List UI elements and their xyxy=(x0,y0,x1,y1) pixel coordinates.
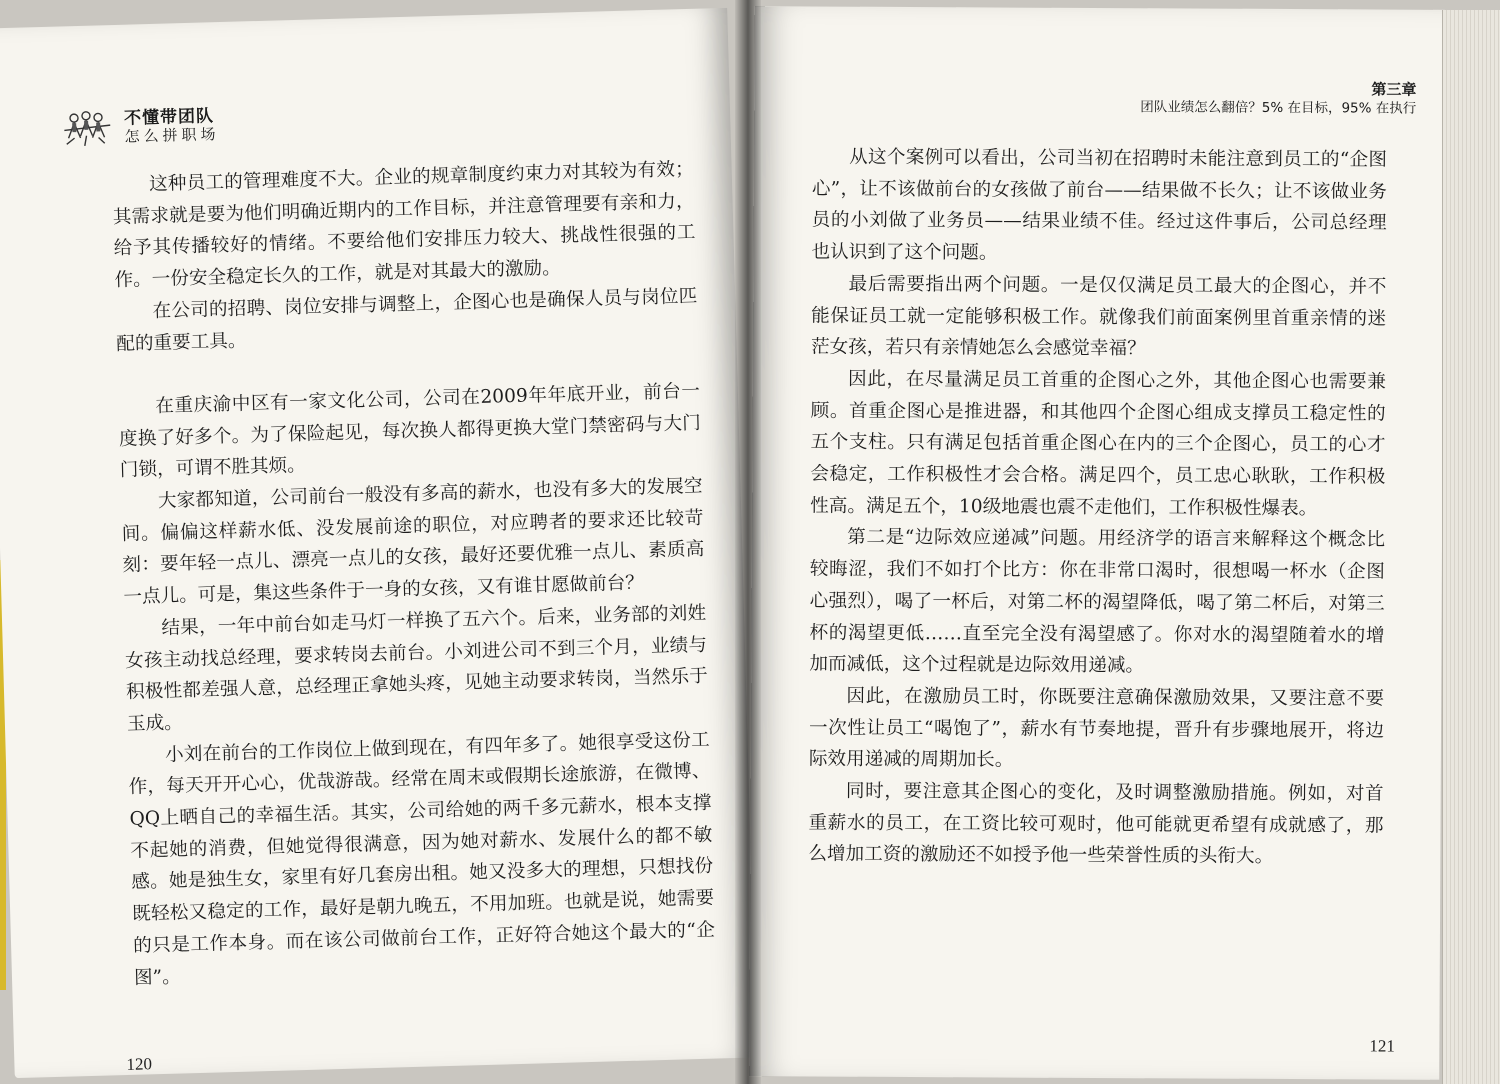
right-body-text xyxy=(808,142,1387,874)
paragraph: 第二是“边际效应递减”问题。用经济学的语言来解释这个概念比较晦涩，我们不如打个比方：你在非常口渴时，很想喝一杯水（企图心强烈），喝了一杯后，对第二杯的渴望降低，喝了第二杯后，对第三杯的渴望更低……直至完全没有渴望感了。你对水的渴望随着水的增加而减低，这个过程就是边际效用递减。 xyxy=(809,527,1386,677)
paragraph: 这种员工的管理难度不大。企业的规章制度约束力对其较为有效；其需求就是要为他们明确近期内的工作目标，并注意管理要有亲和力，给予其传播较好的情绪。不要给他们安排压力较大、挑战性很强的工作。一份安全稳定长久的工作，就是对其最大的激励。 xyxy=(112,158,696,292)
book-title-line1: 不懂带团队 xyxy=(123,105,215,129)
right-running-header xyxy=(1140,78,1416,118)
paragraph: 最后需要指出两个问题。一是仅仅满足员工最大的企图心，并不能保证员工就一定能够积极工作。就像我们前面案例里首重亲情的迷茫女孩，若只有亲情她怎么会感觉幸福？ xyxy=(810,273,1387,360)
paragraph: 小刘在前台的工作岗位上做到现在，有四年多了。她很享受这份工作，每天开开心心，优哉游哉。经常在周末或假期长途旅游，在微博、QQ上晒自己的幸福生活。其实，公司给她的两千多元薪水，根本支撑不起她的消费，但她觉得很满意，因为她对薪水、发展什么的都不敏感。她是独生女，家里有好几套房出租。她又没多大的理想，只想找份既轻松又稳定的工作，最好是朝九晚五，不用加班。也就是说，她需要的只是工作本身。而在该公司做前台工作，正好符合她这个最大的“企图”。 xyxy=(128,729,716,989)
book-title-line2: 怎么拼职场 xyxy=(124,125,220,146)
paragraph: 从这个案例可以看出，公司当初在招聘时未能注意到员工的“企图心”，让不该做前台的女孩做了前台——结果做不长久；让不该做业务员的小刘做了业务员——结果业绩不佳。经过这件事后，公司总经理也认识到了这个问题。 xyxy=(811,146,1388,264)
paragraph: 在公司的招聘、岗位安排与调整上，企图心也是确保人员与岗位匹配的重要工具。 xyxy=(116,285,698,355)
paragraph: 大家都知道，公司前台一般没有多高的薪水，也没有多大的发展空间。偏偏这样薪水低、没发展前途的职位，对应聘者的要求还比较苛刻：要年轻一点儿、漂亮一点儿的女孩，最好还要优雅一点儿、素质高一点儿。可是，集这些条件于一身的女孩，又有谁甘愿做前台？ xyxy=(121,475,705,609)
chapter-subtitle: 团队业绩怎么翻倍？5% 在目标，95% 在执行 xyxy=(1140,99,1417,117)
left-running-header xyxy=(60,104,220,150)
book-gutter xyxy=(735,0,761,1084)
page-number-right: 121 xyxy=(1369,1036,1395,1056)
chapter-label: 第三章 xyxy=(1371,80,1417,99)
left-page xyxy=(0,8,757,1078)
paragraph: 因此，在激励员工时，你既要注意确保激励效果，又要注意不要一次性让员工“喝饱了”，薪水有节奏地提，晋升有步骤地展开，将边际效用递减的周期加长。 xyxy=(808,685,1385,771)
book-title xyxy=(124,107,220,146)
group-figures-logo-icon xyxy=(60,107,119,151)
page-number-left: 120 xyxy=(126,1054,153,1075)
paragraph: 同时，要注意其企图心的变化，及时调整激励措施。例如，对首重薪水的员工，在工资比较可观时，他可能就更希望有成就感了，那么增加工资的激励还不如授予他一些荣誉性质的头衔大。 xyxy=(808,780,1384,868)
right-page xyxy=(749,6,1445,1080)
paragraph: 因此，在尽量满足员工首重的企图心之外，其他企图心也需要兼顾。首重企图心是推进器，和其他四个企图心组成支撑员工稳定性的五个支柱。只有满足包括首重企图心在内的三个企图心，员工的心才会稳定，工作积极性才会合格。满足四个，员工忠心耿耿，工作积极性高。满足五个，10级地震也震不走他们，工作积极性爆表。 xyxy=(810,368,1386,519)
paragraph: 在重庆渝中区有一家文化公司，公司在2009年年底开业，前台一度换了好多个。为了保险起见，每次换人都得更换大堂门禁密码与大门门锁，可谓不胜其烦。 xyxy=(118,380,702,482)
paragraph: 结果，一年中前台如走马灯一样换了五六个。后来，业务部的刘姓女孩主动找总经理，要求转岗去前台。小刘进公司不到三个月，业绩与积极性都差强人意，总经理正拿她头疼，见她主动要求转岗，当然乐于玉成。 xyxy=(124,602,709,735)
page-block-edge xyxy=(1442,10,1500,1084)
left-body-text xyxy=(111,154,716,994)
